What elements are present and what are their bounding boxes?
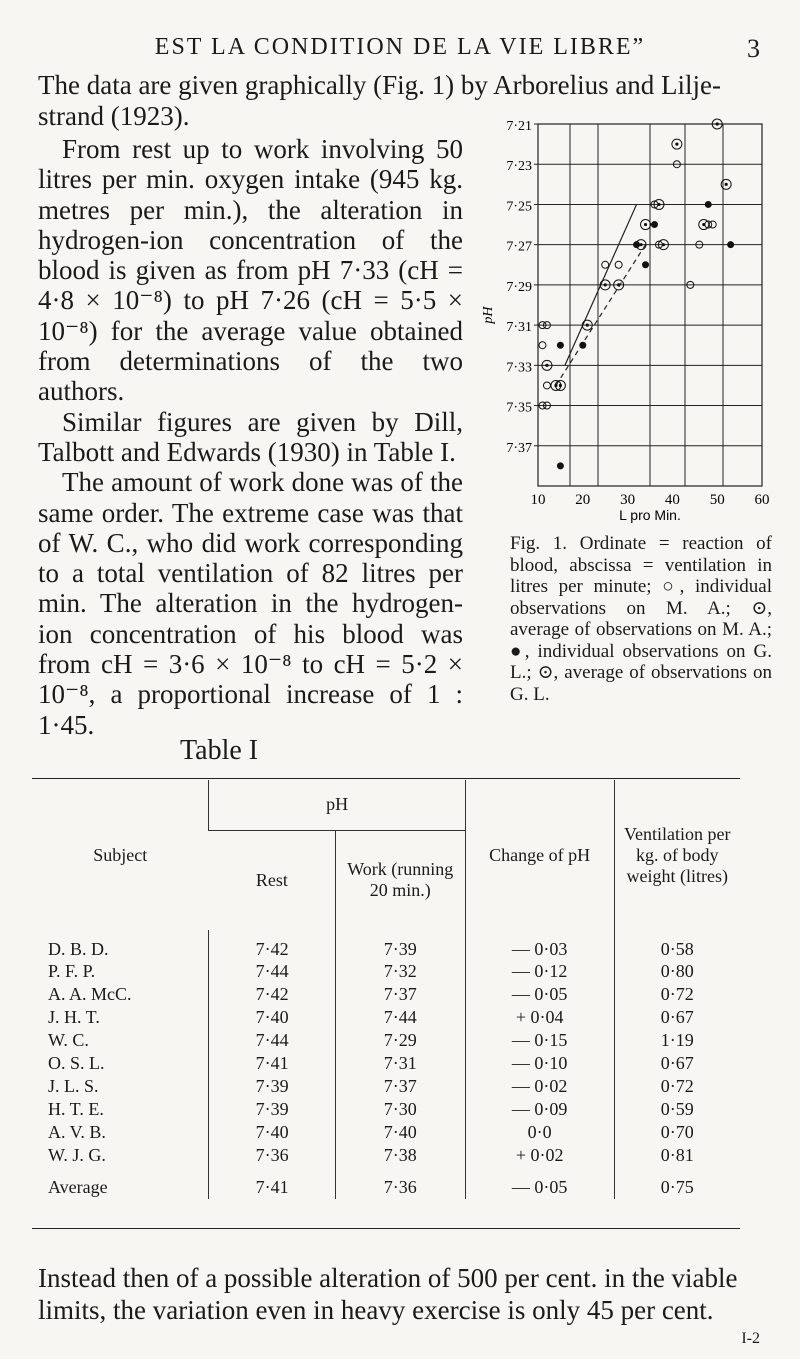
data-point-average-center: [545, 364, 548, 367]
data-point-average-center: [657, 203, 660, 206]
paragraph-3: The amount of work done was of the same order. The extreme case was that of W. C., who did work corresponding to a total ventilation of 82 litres per min. The alteration in the hydrogen-ion concentration of his blood was from cH = 3·6 × 10⁻⁸ to cH = 5·2 × 10⁻⁸, a proportional increase of 1 : 1·45.: [38, 467, 463, 740]
y-tick-label: 7·25: [506, 199, 532, 215]
header-change: Change of pH: [465, 780, 614, 930]
data-point-average-center: [716, 122, 719, 125]
table-row: [32, 1052, 740, 1075]
caption-label: Fig. 1.: [510, 533, 568, 554]
table-row: [32, 1029, 740, 1052]
data-point-open: [543, 382, 550, 389]
table-row: [32, 1121, 740, 1144]
running-head: EST LA CONDITION DE LA VIE LIBRE”: [154, 34, 646, 60]
table-cell: 7·37: [335, 1075, 465, 1098]
y-tick-label: 7·23: [506, 159, 532, 175]
table-cell: Average: [48, 1176, 108, 1197]
data-point-open: [539, 342, 546, 349]
table-cell: 7·36: [209, 1144, 335, 1167]
data-point-average-center: [617, 283, 620, 286]
table-bottom-rule: [32, 1228, 740, 1229]
data-point-filled: [557, 462, 564, 469]
page-number: 3: [747, 34, 760, 63]
table-cell: + 0·02: [465, 1144, 614, 1167]
data-point-average-center: [662, 243, 665, 246]
table-cell: 7·31: [335, 1052, 465, 1075]
data-point-average-center: [644, 223, 647, 226]
x-tick-label: 50: [709, 492, 725, 508]
page-header: [0, 34, 800, 64]
figure-caption: [510, 533, 772, 705]
table-row: [32, 1006, 740, 1029]
table-cell: — 0·02: [465, 1075, 614, 1098]
table-cell: — 0·10: [465, 1052, 614, 1075]
table-cell: 7·32: [335, 960, 465, 983]
table-top-rule: [32, 778, 740, 779]
data-point-average-center: [702, 223, 705, 226]
data-point-filled: [705, 201, 712, 208]
table-cell: 0·67: [614, 1052, 740, 1075]
x-tick-label: 40: [664, 492, 680, 508]
table-cell: 7·44: [209, 960, 335, 983]
header-ph: pH: [209, 780, 465, 830]
chart-svg: [478, 110, 798, 530]
header-work: Work (running 20 min.): [335, 830, 465, 930]
table-cell: 7·42: [209, 983, 335, 1006]
table-cell: 7·39: [335, 930, 465, 960]
y-tick-label: 7·21: [506, 119, 532, 134]
table-cell: 7·44: [335, 1006, 465, 1029]
table-cell: 0·72: [614, 1075, 740, 1098]
x-tick-label: 60: [754, 492, 770, 508]
table-cell: A. A. McC.: [48, 984, 132, 1004]
closing-paragraph: Instead then of a possible alteration of 500 per cent. in the viable limits, the variation even in heavy exercise is only 45 per cent.: [38, 1263, 738, 1325]
y-tick-label: 7·37: [506, 440, 532, 456]
data-point-average-center: [554, 384, 557, 387]
table-cell: — 0·05: [465, 983, 614, 1006]
table-cell: — 0·09: [465, 1098, 614, 1121]
table-cell: 0·58: [614, 930, 740, 960]
y-axis-label: pH: [481, 306, 496, 324]
table-cell: W. J. G.: [48, 1145, 106, 1165]
table-cell: 7·30: [335, 1098, 465, 1121]
y-tick-label: 7·35: [506, 400, 532, 416]
table-row: [32, 1075, 740, 1098]
table-row: [32, 983, 740, 1006]
table-cell: 7·37: [335, 983, 465, 1006]
table-cell: 0·72: [614, 983, 740, 1006]
data-point-filled: [557, 342, 564, 349]
data-point-filled: [727, 241, 734, 248]
table-row: [32, 1144, 740, 1167]
data-point-average-center: [675, 143, 678, 146]
data-point-average-center: [586, 324, 589, 327]
table-cell: 0·67: [614, 1006, 740, 1029]
caption-text: Ordinate = reaction of blood, abscissa = ventilation in litres per minute; ○, individual observations on M. A.; ⊙, average of observations on M. A.; ●, individual observations on G. L.; ⊙, average of observations on G. L.: [510, 533, 772, 705]
table-row: [32, 960, 740, 983]
figure-1-chart: [478, 110, 798, 530]
data-point-open: [615, 261, 622, 268]
table-1: [32, 780, 740, 1199]
table-cell: A. V. B.: [48, 1122, 106, 1142]
table-cell: — 0·05: [465, 1167, 614, 1199]
table-cell: 7·38: [335, 1144, 465, 1167]
data-point-average-center: [604, 283, 607, 286]
data-point-filled: [651, 221, 658, 228]
x-tick-label: 30: [620, 492, 636, 508]
table-cell: O. S. L.: [48, 1053, 105, 1073]
table-cell: — 0·15: [465, 1029, 614, 1052]
y-tick-label: 7·31: [506, 320, 532, 336]
table-cell: D. B. D.: [48, 938, 109, 959]
table-cell: 7·39: [209, 1075, 335, 1098]
table-cell: P. F. P.: [48, 961, 96, 981]
data-point-average-center: [725, 183, 728, 186]
table-row: [32, 930, 740, 960]
table-cell: 0·59: [614, 1098, 740, 1121]
table-cell: J. H. T.: [48, 1007, 100, 1027]
table-cell: 7·41: [209, 1167, 335, 1199]
table-row: [32, 1098, 740, 1121]
table-cell: 0·0: [465, 1121, 614, 1144]
table-cell: 0·70: [614, 1121, 740, 1144]
table-cell: 7·42: [209, 930, 335, 960]
table-cell: 0·80: [614, 960, 740, 983]
table-cell: — 0·03: [465, 930, 614, 960]
table-cell: W. C.: [48, 1030, 89, 1050]
data-point-filled: [579, 342, 586, 349]
table-cell: H. T. E.: [48, 1099, 104, 1119]
x-tick-label: 10: [530, 492, 546, 508]
table-cell: 0·75: [614, 1167, 740, 1199]
table-cell: 7·40: [335, 1121, 465, 1144]
table-cell: 7·40: [209, 1006, 335, 1029]
table-label: Table I: [180, 735, 259, 766]
table-cell: 7·39: [209, 1098, 335, 1121]
data-point-average-center: [639, 243, 642, 246]
paragraph-2: Similar figures are given by Dill, Talbott and Edwards (1930) in Table I.: [38, 406, 463, 467]
table-body: [32, 930, 740, 1199]
table-cell: + 0·04: [465, 1006, 614, 1029]
table-cell: 7·29: [335, 1029, 465, 1052]
table-cell: 7·36: [335, 1167, 465, 1199]
paragraph-1: From rest up to work involving 50 litres per min. oxygen intake (945 kg. metres per min.), the alteration in hydrogen-ion concentration of the blood is given as from pH 7·33 (cH = 4·8 × 10⁻⁸) to pH 7·26 (cH = 5·5 × 10⁻⁸) for the average value obtained from determinations of the two authors.: [38, 134, 463, 407]
table-cell: 1·19: [614, 1029, 740, 1052]
header-rest: Rest: [255, 869, 288, 890]
data-point-open: [602, 261, 609, 268]
y-tick-label: 7·27: [506, 239, 532, 255]
header-ventilation: Ventilation per kg. of body weight (litres): [614, 780, 740, 930]
header-subject: Subject: [93, 844, 148, 865]
table-cell: 7·40: [209, 1121, 335, 1144]
data-point-open: [709, 221, 716, 228]
table-cell: 0·81: [614, 1144, 740, 1167]
footer-signature: I-2: [741, 1330, 760, 1347]
data-point-filled: [642, 261, 649, 268]
left-column-text: [38, 134, 463, 740]
intro-line-1: The data are given graphically (Fig. 1) by Arborelius and Lilje-: [38, 70, 722, 100]
intro-line-2: strand (1923).: [38, 101, 190, 131]
y-tick-label: 7·33: [506, 360, 532, 376]
x-tick-label: 20: [575, 492, 591, 508]
table-cell: J. L. S.: [48, 1076, 99, 1096]
table-average-row: [32, 1167, 740, 1199]
x-axis-label: L pro Min.: [619, 507, 681, 523]
y-tick-label: 7·29: [506, 279, 532, 295]
trend-line: [556, 245, 646, 386]
table-cell: 7·41: [209, 1052, 335, 1075]
table-cell: 7·44: [209, 1029, 335, 1052]
table-cell: — 0·12: [465, 960, 614, 983]
